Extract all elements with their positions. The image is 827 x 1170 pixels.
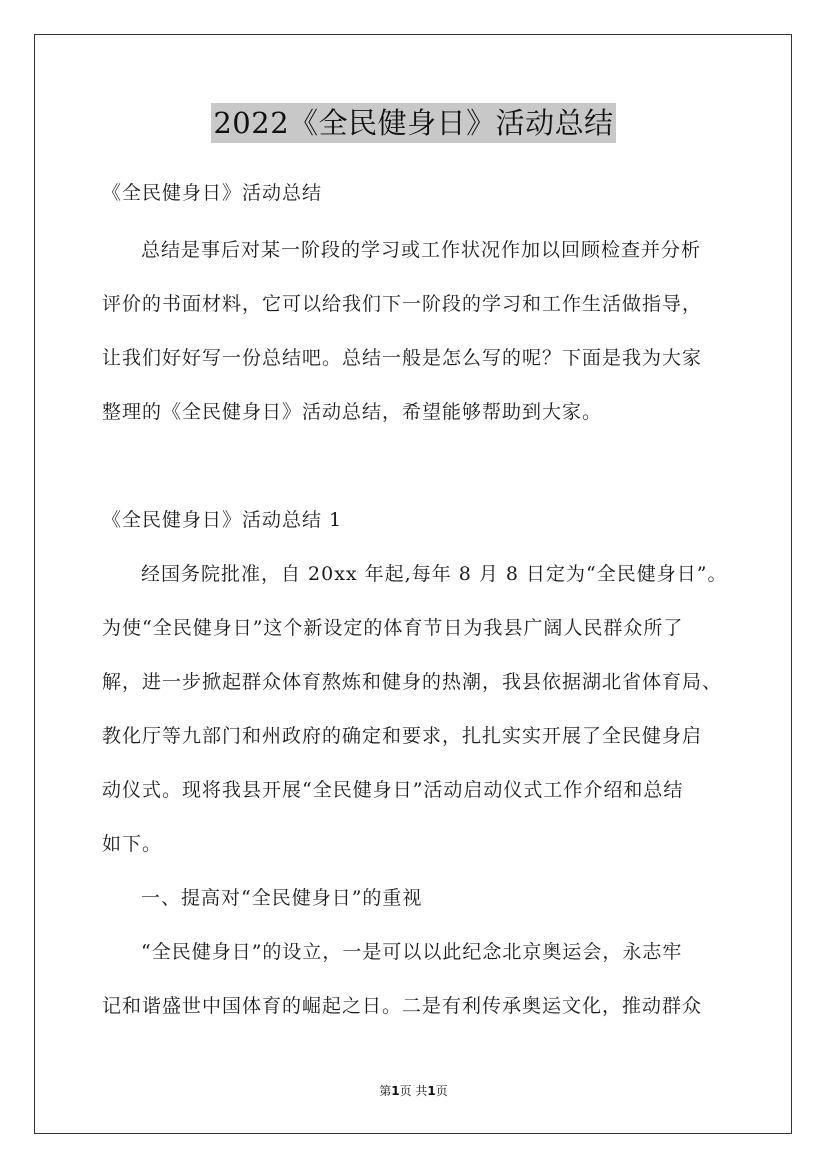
section-heading: 《全民健身日》活动总结 1 — [102, 509, 343, 531]
paragraph-line: 让我们好好写一份总结吧。总结一般是怎么写的呢？下面是我为大家 — [102, 347, 703, 369]
paragraph-line: 总结是事后对某一阶段的学习或工作状况作加以回顾检查并分析 — [141, 239, 702, 261]
footer-prefix: 第 — [379, 1084, 392, 1098]
footer-total-pages: 1 — [427, 1084, 436, 1098]
section-heading: 《全民健身日》活动总结 — [102, 182, 323, 204]
title-container — [0, 103, 827, 143]
paragraph-line: 解，进一步掀起群众体育熬炼和健身的热潮，我县依据湖北省体育局、 — [102, 671, 723, 693]
paragraph-line: 教化厅等九部门和州政府的确定和要求，扎扎实实开展了全民健身启 — [102, 725, 703, 747]
subsection-heading: 一、提高对“全民健身日”的重视 — [141, 887, 423, 909]
footer-suffix: 页 — [435, 1084, 448, 1098]
paragraph-line: “全民健身日”的设立，一是可以以此纪念北京奥运会，永志牢 — [141, 941, 683, 963]
footer-mid: 页 共 — [399, 1084, 428, 1098]
paragraph-line: 如下。 — [102, 833, 163, 855]
paragraph-line: 为使“全民健身日”这个新设定的体育节日为我县广阔人民群众所了 — [102, 617, 684, 639]
paragraph-line: 动仪式。现将我县开展“全民健身日”活动启动仪式工作介绍和总结 — [102, 779, 684, 801]
page-footer — [0, 1083, 827, 1099]
paragraph-line: 整理的《全民健身日》活动总结，希望能够帮助到大家。 — [102, 401, 603, 423]
paragraph-line: 评价的书面材料，它可以给我们下一阶段的学习和工作生活做指导， — [102, 293, 703, 315]
document-title: 2022《全民健身日》活动总结 — [211, 103, 615, 143]
paragraph-line: 经国务院批准，自 20xx 年起,每年 8 月 8 日定为“全民健身日”。 — [141, 563, 728, 585]
paragraph-line: 记和谐盛世中国体育的崛起之日。二是有利传承奥运文化，推动群众 — [102, 995, 703, 1017]
footer-current-page: 1 — [391, 1084, 400, 1098]
